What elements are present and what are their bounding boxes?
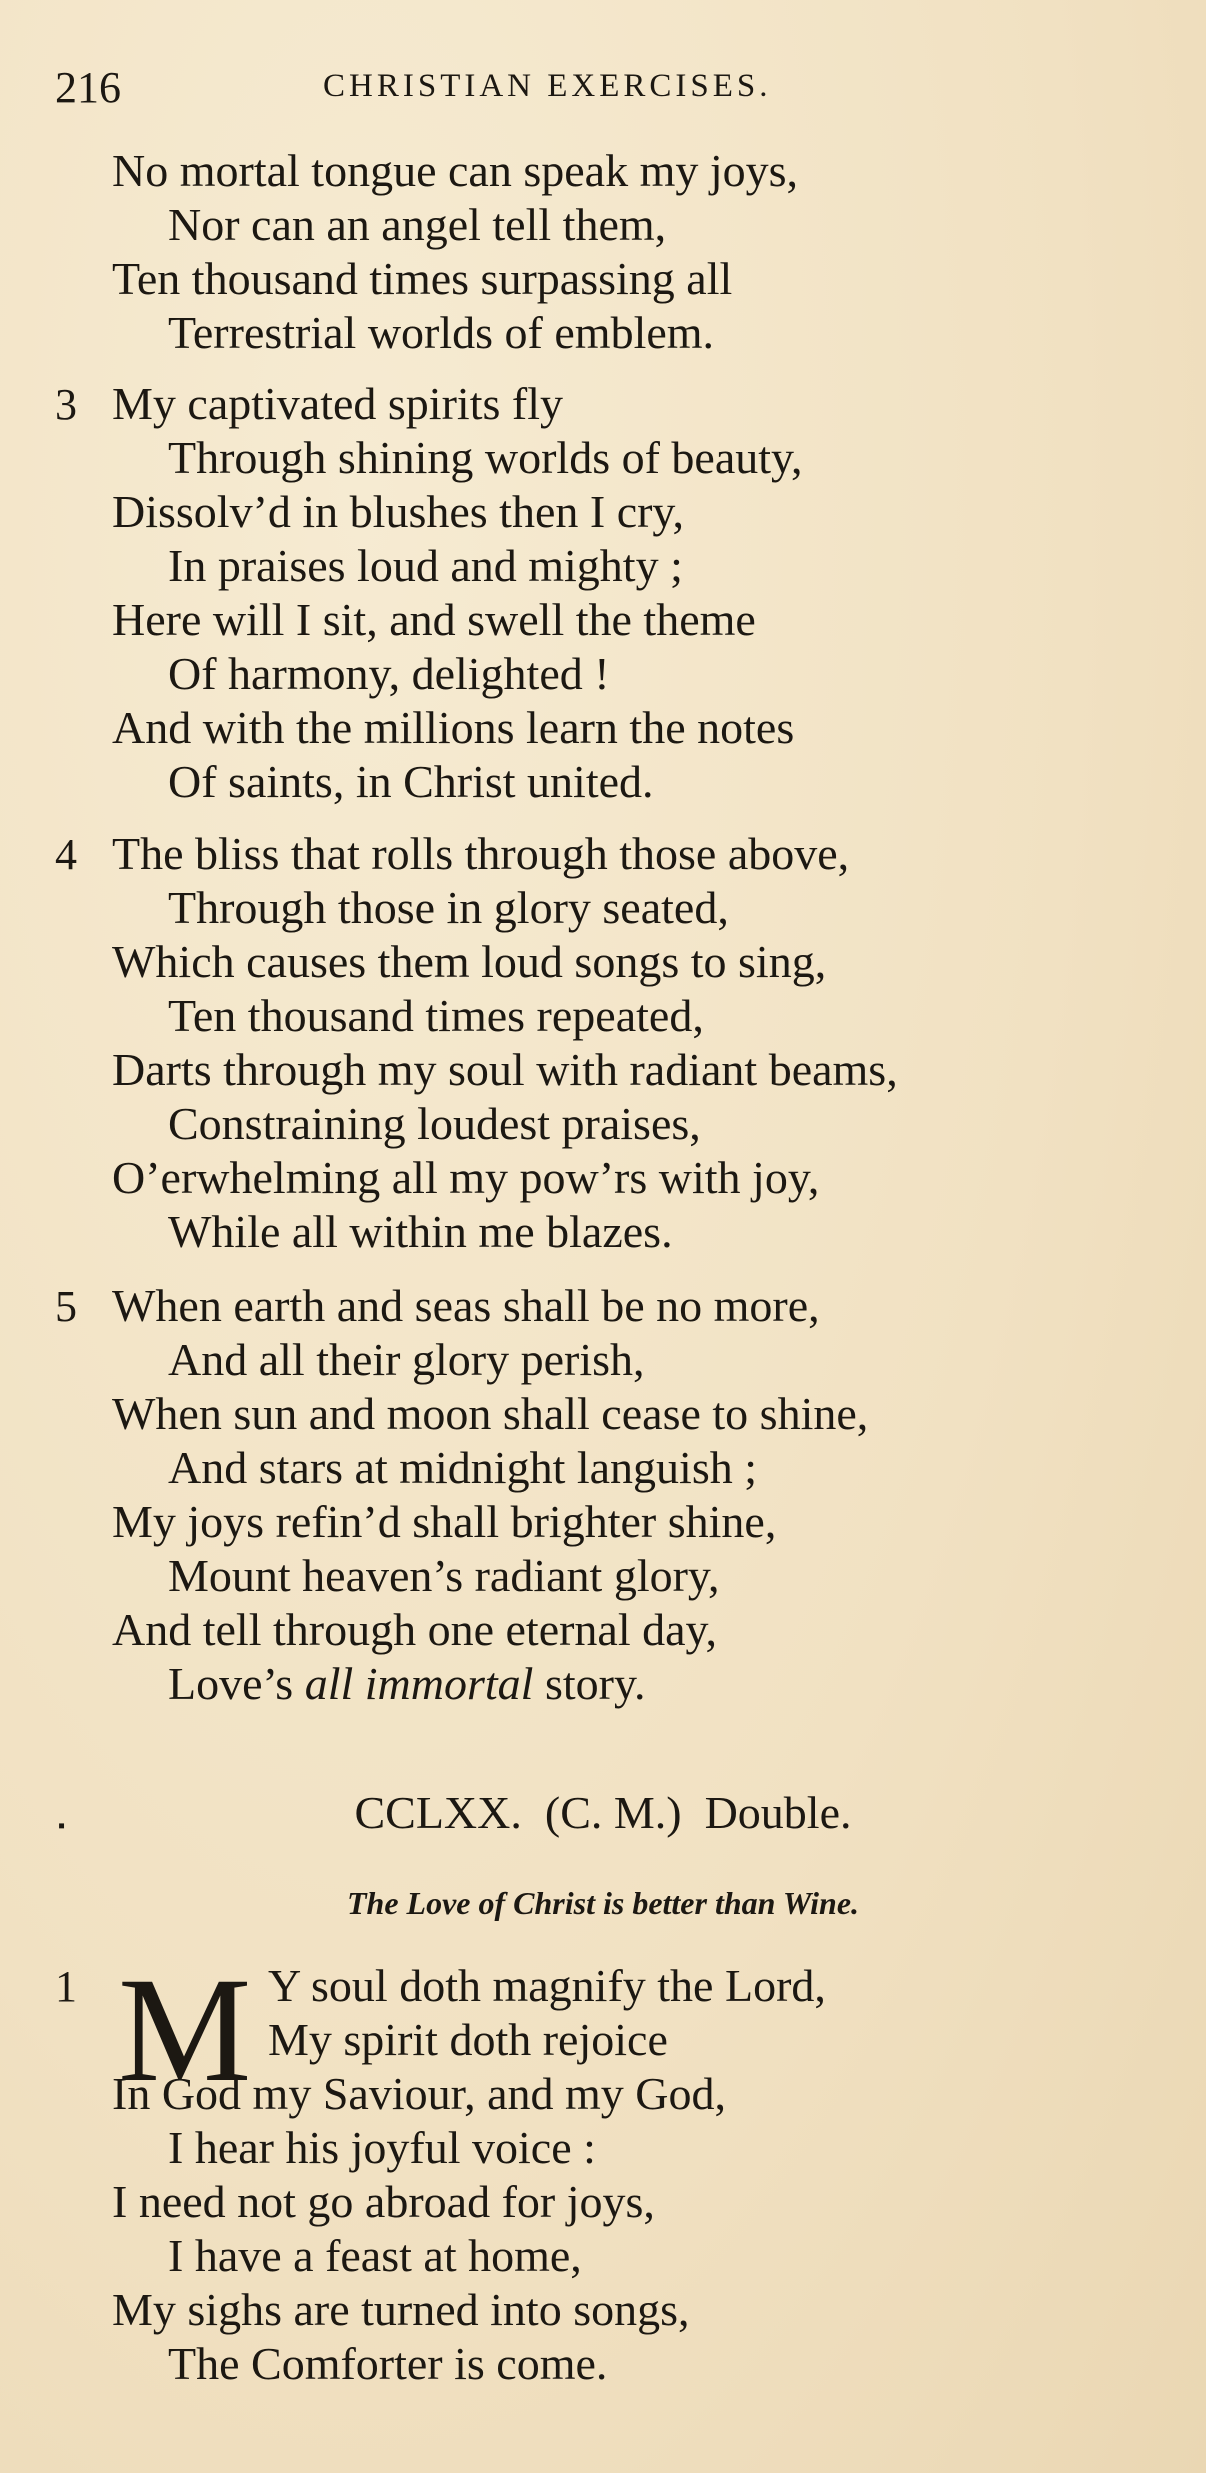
verse-line: Here will I sit, and swell the theme [112,594,756,645]
page-header [55,62,1155,112]
verse-number: 1 [55,1962,77,2011]
running-head: CHRISTIAN EXERCISES. [323,68,772,104]
verse-number: 3 [55,380,77,429]
drop-cap: M [118,1947,252,2113]
verse-line: Mount heaven’s radiant glory, [168,1550,720,1601]
verse-line: When earth and seas shall be no more, [112,1280,820,1331]
verse-line: And tell through one eternal day, [112,1604,718,1655]
verse-line: Y soul doth magnify the Lord, [268,1960,826,2011]
verse-line: No mortal tongue can speak my joys, [112,145,799,196]
verse-text: Love’s [168,1658,305,1709]
verse-line: And all their glory perish, [168,1334,645,1385]
hymn-title-text: CCLXX. (C. M.) Double. [354,1787,852,1838]
verse-line: Of harmony, delighted ! [168,648,610,699]
verse-line: Dissolv’d in blushes then I cry, [112,486,684,537]
verse-line: In God my Saviour, and my God, [112,2068,726,2119]
verse-line: In praises loud and mighty ; [168,540,683,591]
verse-line: Which causes them loud songs to sing, [112,936,827,987]
verse-line: While all within me blazes. [168,1206,673,1257]
verse-number: 4 [55,830,77,879]
verse-line: I have a feast at home, [168,2230,582,2281]
verse-line: My spirit doth rejoice [268,2014,668,2065]
verse-line: My sighs are turned into songs, [112,2284,690,2335]
verse-line: Through shining worlds of beauty, [168,432,803,483]
verse-line: Through those in glory seated, [168,882,729,933]
verse-line: Ten thousand times surpassing all [112,253,733,304]
verse-line: Nor can an angel tell them, [168,199,667,250]
verse-line: The Comforter is come. [168,2338,608,2389]
verse-line: Ten thousand times repeated, [168,990,704,1041]
verse-line: Darts through my soul with radiant beams, [112,1044,898,1095]
verse-line: Terrestrial worlds of emblem. [168,307,715,358]
verse-line: And stars at midnight languish ; [168,1442,758,1493]
verse-number: 5 [55,1282,77,1331]
verse-line: I need not go abroad for joys, [112,2176,655,2227]
verse-line-last [168,1658,646,1709]
verse-line: And with the millions learn the notes [112,702,795,753]
verse-line: I hear his joyful voice : [168,2122,596,2173]
hymn-subtitle: The Love of Christ is better than Wine. [346,1885,860,1921]
verse-line: Constraining loudest praises, [168,1098,701,1149]
verse-line: Of saints, in Christ united. [168,756,654,807]
italic-phrase: all immortal [304,1658,534,1709]
verse-line: My joys refin’d shall brighter shine, [112,1496,777,1547]
page-number: 216 [55,63,121,112]
verse-line: My captivated spirits fly [112,378,563,429]
verse-line: The bliss that rolls through those above, [112,828,850,879]
hymn-title [0,1787,1206,1838]
verse-line: When sun and moon shall cease to shine, [112,1388,869,1439]
verse-text: story. [533,1658,646,1709]
verse-line: O’erwhelming all my pow’rs with joy, [112,1152,820,1203]
bullet-mark: ▪ [58,1815,66,1837]
